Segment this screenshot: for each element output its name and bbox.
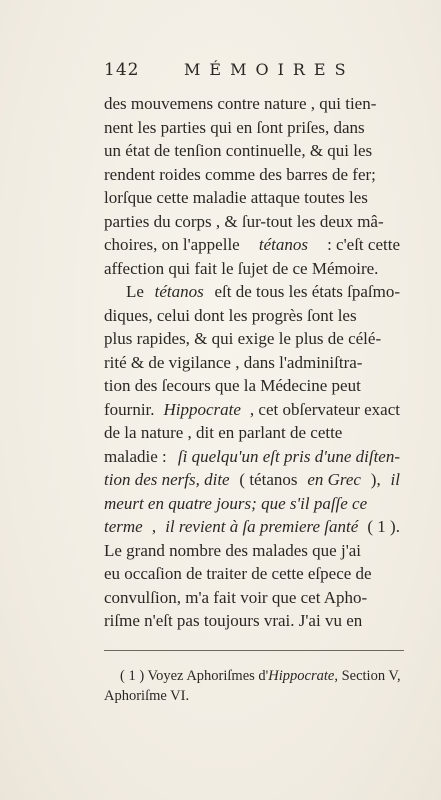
text-line: des mouvemens contre nature , qui tien- bbox=[104, 94, 377, 113]
text-line: tion des ſecours que la Médecine peut bbox=[104, 376, 361, 395]
running-head: MÉMOIRES bbox=[184, 60, 355, 79]
text-line: parties du corps , & ſur-tout les deux mâ- bbox=[104, 211, 384, 231]
text-line: eu occaſion de traiter de cette eſpece de bbox=[104, 564, 372, 583]
page-number: 142 bbox=[104, 60, 140, 80]
footnote-line: Aphoriſme VI. bbox=[104, 688, 190, 704]
text-line: maladie : ſi quelqu'un eſt pris d'une diſten- bbox=[104, 445, 400, 469]
footnote bbox=[104, 666, 404, 706]
quotation: ſi quelqu'un eſt pris d'une diſten- bbox=[177, 446, 400, 466]
author-hippocrate: Hippocrate bbox=[163, 399, 241, 419]
text-line: choires, on l'appelle tétanos : c'eſt cette bbox=[104, 233, 400, 257]
text-line: nent les parties qui en ſont priſes, dans bbox=[104, 117, 365, 137]
text-line: plus rapides, & qui exige le plus de célé- bbox=[104, 329, 382, 348]
quotation: tion des nerfs, dite bbox=[104, 470, 230, 489]
text-line: diques, celui dont les progrès ſont les bbox=[104, 305, 357, 325]
text-line: fournir. Hippocrate , cet obſervateur exact bbox=[104, 398, 400, 422]
body-text bbox=[104, 92, 400, 633]
text-line: rendent roides comme des barres de fer; bbox=[104, 164, 376, 184]
text-line: de la nature , dit en parlant de cette bbox=[104, 423, 343, 442]
term-tetanos: tétanos bbox=[154, 282, 204, 301]
text-line bbox=[104, 492, 400, 516]
text-line: affection qui fait le ſujet de ce Mémoire. bbox=[104, 258, 379, 278]
footnote-line: ( 1 ) Voyez Aphoriſmes d' Hippocrate , Section V, bbox=[120, 668, 401, 684]
footnote-divider bbox=[104, 650, 404, 651]
term-tetanos: tétanos bbox=[258, 235, 308, 254]
quotation: il bbox=[390, 470, 400, 489]
text-line: terme , il revient à ſa premiere ſanté ( 1 ). bbox=[104, 515, 400, 539]
quotation: il revient à ſa premiere ſanté bbox=[165, 517, 359, 536]
text-line: un état de tenſion continuelle, & qui les bbox=[104, 141, 373, 160]
quotation: terme bbox=[104, 517, 143, 536]
text-line: lorſque cette maladie attaque toutes les bbox=[104, 188, 368, 207]
quotation: meurt en quatre jours; que s'il paſſe ce bbox=[104, 493, 368, 513]
text-line: rité & de vigilance , dans l'adminiſtra- bbox=[104, 352, 363, 372]
paragraph-start-line: Le tétanos eſt de tous les états ſpaſmo- bbox=[104, 280, 400, 304]
text-line: riſme n'eſt pas toujours vrai. J'ai vu en bbox=[104, 611, 363, 630]
text-line: convulſion, m'a fait voir que cet Apho- bbox=[104, 587, 368, 607]
text-line: Le grand nombre des malades que j'ai bbox=[104, 540, 362, 560]
footnote-ref[interactable]: ( 1 ). bbox=[367, 517, 400, 536]
author-hippocrate: Hippocrate bbox=[268, 668, 335, 684]
page-header bbox=[104, 60, 404, 84]
text-line: tion des nerfs, dite ( tétanos en Grec ), il bbox=[104, 468, 400, 492]
